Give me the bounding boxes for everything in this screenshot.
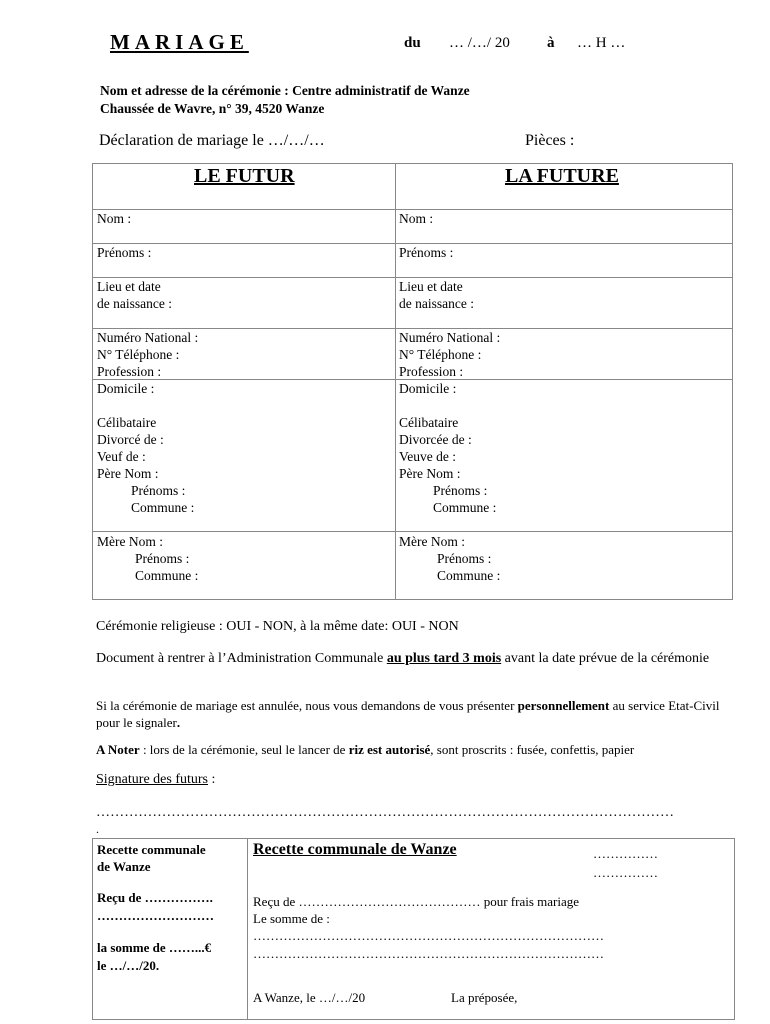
receipt-box [92,838,735,1020]
future-domicile-label: Domicile : [399,381,457,396]
receipt-amount-line-2: ……………………………………………………………………… [253,946,604,961]
date-prefix: du [404,35,421,51]
future-lieu-label: Lieu et date [399,279,463,294]
receipt-divider [247,839,248,1019]
venue-line-2: Chaussée de Wavre, n° 39, 4520 Wanze [100,101,325,116]
stray-dot: . [96,822,99,836]
ceremony-date: … /…/ 20 [449,35,510,51]
future-telephone-label: N° Téléphone : [399,347,482,362]
signature-line: …………………………………………………………………………………………………………… [96,805,675,820]
deadline-emphasis: au plus tard 3 mois [386,651,502,666]
cancellation-text-end: au service Etat-Civil pour le signaler [96,698,720,730]
ceremony-time: … H … [577,35,626,51]
receipt-stub-title-1: Recette communale [97,842,206,857]
receipt-number-dots-2: …………… [593,865,658,880]
note-label: A Noter [96,742,140,757]
receipt-amount-line-1: ……………………………………………………………………… [253,928,604,943]
venue-line-1: Nom et adresse de la cérémonie : Centre administratif de Wanze [100,83,470,98]
futur-telephone-label: N° Téléphone : [97,347,180,362]
future-mere-prenoms-label: Prénoms : [437,551,492,566]
futur-veuf-label: Veuf de : [97,449,146,464]
cancellation-emphasis: personnellement [517,698,610,713]
signature-colon: : [207,772,216,787]
future-celibataire-label: Célibataire [399,415,459,430]
column-divider [395,164,396,599]
futur-mere-commune-label: Commune : [135,568,199,583]
row-divider [93,531,732,532]
rice-text-end: , sont proscrits : fusée, confettis, papier [430,742,635,757]
futur-heading: LE FUTUR [194,165,295,187]
receipt-clerk: La préposée, [451,990,518,1005]
rice-emphasis: riz est autorisé [348,742,431,757]
receipt-stub-somme: la somme de ……...€ [97,940,212,955]
future-prenoms-label: Prénoms : [399,245,454,260]
rice-text: : lors de la cérémonie, seul le lancer de [139,742,349,757]
cancellation-note [96,697,736,731]
future-mere-nom-label: Mère Nom : [399,534,465,549]
deadline-text-end: avant la date prévue de la cérémonie [501,651,710,666]
futur-prenoms-label: Prénoms : [97,245,152,260]
futur-pere-commune-label: Commune : [131,500,195,515]
future-pere-prenoms-label: Prénoms : [433,483,488,498]
receipt-somme-label: Le somme de : [253,911,330,926]
receipt-title: Recette communale de Wanze [253,841,457,858]
future-heading: LA FUTURE [505,165,619,187]
receipt-stub-date: le …/…/20. [97,958,160,973]
future-mere-commune-label: Commune : [437,568,501,583]
future-nom-label: Nom : [399,211,434,226]
future-national-label: Numéro National : [399,330,501,345]
deadline-text: Document à rentrer à l’Administration Communale [96,651,387,666]
receipt-stub-title-2: de Wanze [97,859,151,874]
time-prefix: à [547,35,555,51]
page-title: MARIAGE [110,30,249,54]
religious-ceremony-note: Cérémonie religieuse : OUI - NON, à la même date: OUI - NON [96,619,459,634]
cancellation-period: . [176,715,181,730]
futur-celibataire-label: Célibataire [97,415,157,430]
future-pere-commune-label: Commune : [433,500,497,515]
receipt-stub-recu: Reçu de ……………. [97,890,213,905]
signature-label [96,772,215,788]
futur-domicile-label: Domicile : [97,381,155,396]
future-veuve-label: Veuve de : [399,449,456,464]
futur-pere-prenoms-label: Prénoms : [131,483,186,498]
future-profession-label: Profession : [399,364,464,379]
futur-nom-label: Nom : [97,211,132,226]
spouses-table [92,163,733,600]
receipt-recu-line: Reçu de …………………………………… pour frais mariage [253,894,580,909]
futur-profession-label: Profession : [97,364,162,379]
rice-note [96,742,634,758]
futur-lieu-label: Lieu et date [97,279,161,294]
futur-naissance-label: de naissance : [97,296,172,311]
futur-mere-nom-label: Mère Nom : [97,534,163,549]
pieces-label: Pièces : [525,132,575,149]
cancellation-text: Si la cérémonie de mariage est annulée, nous vous demandons de vous présenter [96,698,518,713]
futur-divorce-label: Divorcé de : [97,432,164,447]
declaration-date: Déclaration de mariage le …/…/… [99,132,325,149]
receipt-stub-recu-dots: ……………………… [97,908,214,923]
future-naissance-label: de naissance : [399,296,474,311]
futur-national-label: Numéro National : [97,330,199,345]
future-pere-nom-label: Père Nom : [399,466,461,481]
document-deadline-note [96,650,736,667]
signature-text: Signature des futurs [96,772,208,787]
receipt-place-date: A Wanze, le …/…/20 [253,990,366,1005]
future-divorcee-label: Divorcée de : [399,432,472,447]
futur-pere-nom-label: Père Nom : [97,466,159,481]
receipt-number-dots-1: …………… [593,846,658,861]
futur-mere-prenoms-label: Prénoms : [135,551,190,566]
